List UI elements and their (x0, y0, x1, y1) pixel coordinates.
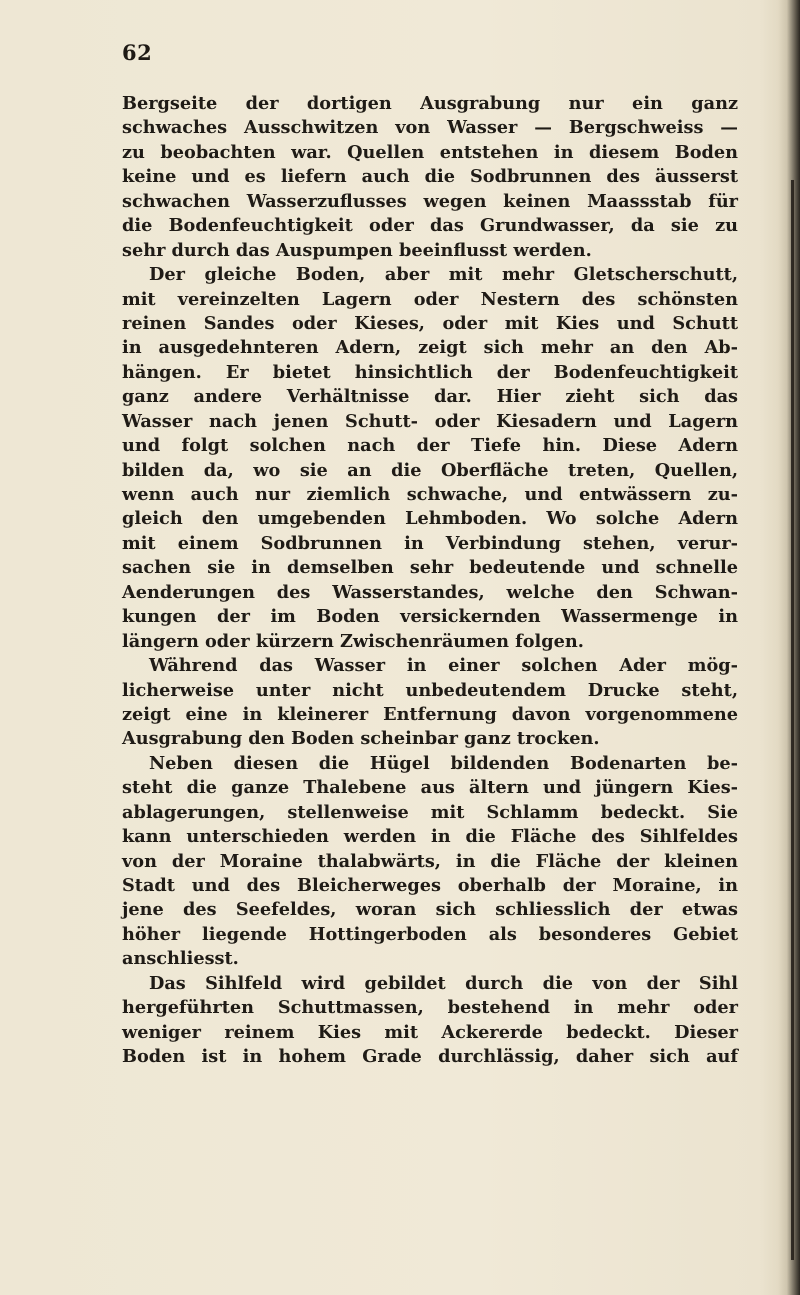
text-line: Aenderungen des Wasserstandes, welche den Schwan- (122, 581, 738, 603)
text-line: schwachen Wasserzuflusses wegen keinen Maassstab für (122, 190, 738, 212)
text-line: kann unterschieden werden in die Fläche des Sihlfeldes (122, 826, 738, 848)
text-line: bilden da, wo sie an die Oberfläche treten, Quellen, (122, 459, 738, 481)
text-line: und folgt solchen nach der Tiefe hin. Diese Adern (122, 435, 738, 457)
body-text (122, 92, 738, 1070)
text-line: keine und es liefern auch die Sodbrunnen des äusserst (122, 166, 738, 188)
page-edge-line (791, 180, 794, 1260)
text-line: kungen der im Boden versickernden Wassermenge in (122, 606, 738, 628)
text-line: sachen sie in demselben sehr bedeutende und schnelle (122, 557, 738, 579)
text-line: schwaches Ausschwitzen von Wasser — Bergschweiss — (122, 117, 738, 139)
page-edge-shadow (778, 0, 800, 1295)
text-line: Stadt und des Bleicherweges oberhalb der Moraine, in (122, 875, 738, 896)
text-line: Das Sihlfeld wird gebildet durch die von der Sihl (149, 972, 738, 994)
text-line: Bergseite der dortigen Ausgrabung nur ein ganz (122, 93, 738, 114)
text-line: Ausgrabung den Boden scheinbar ganz trocken. (122, 728, 600, 750)
text-line: gleich den umgebenden Lehmboden. Wo solche Adern (122, 508, 738, 530)
text-line: Der gleiche Boden, aber mit mehr Gletscherschutt, (149, 264, 738, 286)
text-line: Neben diesen die Hügel bildenden Bodenarten be- (149, 752, 738, 774)
text-line: die Bodenfeuchtigkeit oder das Grundwasser, da sie zu (122, 215, 738, 237)
text-line: höher liegende Hottingerboden als besonderes Gebiet (122, 923, 738, 945)
text-line: zeigt eine in kleinerer Entfernung davon vorgenommene (122, 703, 738, 725)
text-line: ganz andere Verhältnisse dar. Hier zieht sich das (122, 386, 738, 408)
text-line: reinen Sandes oder Kieses, oder mit Kies und Schutt (122, 312, 738, 334)
text-line: mit vereinzelten Lagern oder Nestern des schönsten (122, 288, 738, 310)
text-line: in ausgedehnteren Adern, zeigt sich mehr an den Ab- (122, 337, 738, 359)
text-line: Wasser nach jenen Schutt- oder Kiesadern und Lagern (122, 410, 738, 432)
text-line: Während das Wasser in einer solchen Ader mög- (149, 655, 738, 677)
text-line: hergeführten Schuttmassen, bestehend in mehr oder (122, 997, 738, 1019)
text-line: von der Moraine thalabwärts, in die Fläche der kleinen (122, 850, 738, 872)
text-line: längern oder kürzern Zwischenräumen folgen. (122, 630, 584, 652)
text-line: jene des Seefeldes, woran sich schliesslich der etwas (122, 899, 738, 921)
page-number: 62 (122, 40, 153, 65)
text-line: weniger reinem Kies mit Ackererde bedeckt. Dieser (122, 1021, 738, 1043)
text-line: wenn auch nur ziemlich schwache, und entwässern zu- (122, 484, 738, 505)
text-line: Boden ist in hohem Grade durchlässig, daher sich auf (122, 1046, 738, 1068)
text-line: zu beobachten war. Quellen entstehen in diesem Boden (122, 141, 738, 163)
text-line: steht die ganze Thalebene aus ältern und jüngern Kies- (122, 777, 738, 799)
text-line: ablagerungen, stellenweise mit Schlamm bedeckt. Sie (122, 801, 738, 823)
text-line: sehr durch das Auspumpen beeinflusst werden. (122, 239, 592, 261)
text-line: mit einem Sodbrunnen in Verbindung stehen, verur- (122, 532, 738, 554)
text-line: licherweise unter nicht unbedeutendem Drucke steht, (122, 679, 738, 701)
text-line: anschliesst. (122, 948, 239, 970)
text-line: hängen. Er bietet hinsichtlich der Bodenfeuchtigkeit (122, 361, 738, 383)
